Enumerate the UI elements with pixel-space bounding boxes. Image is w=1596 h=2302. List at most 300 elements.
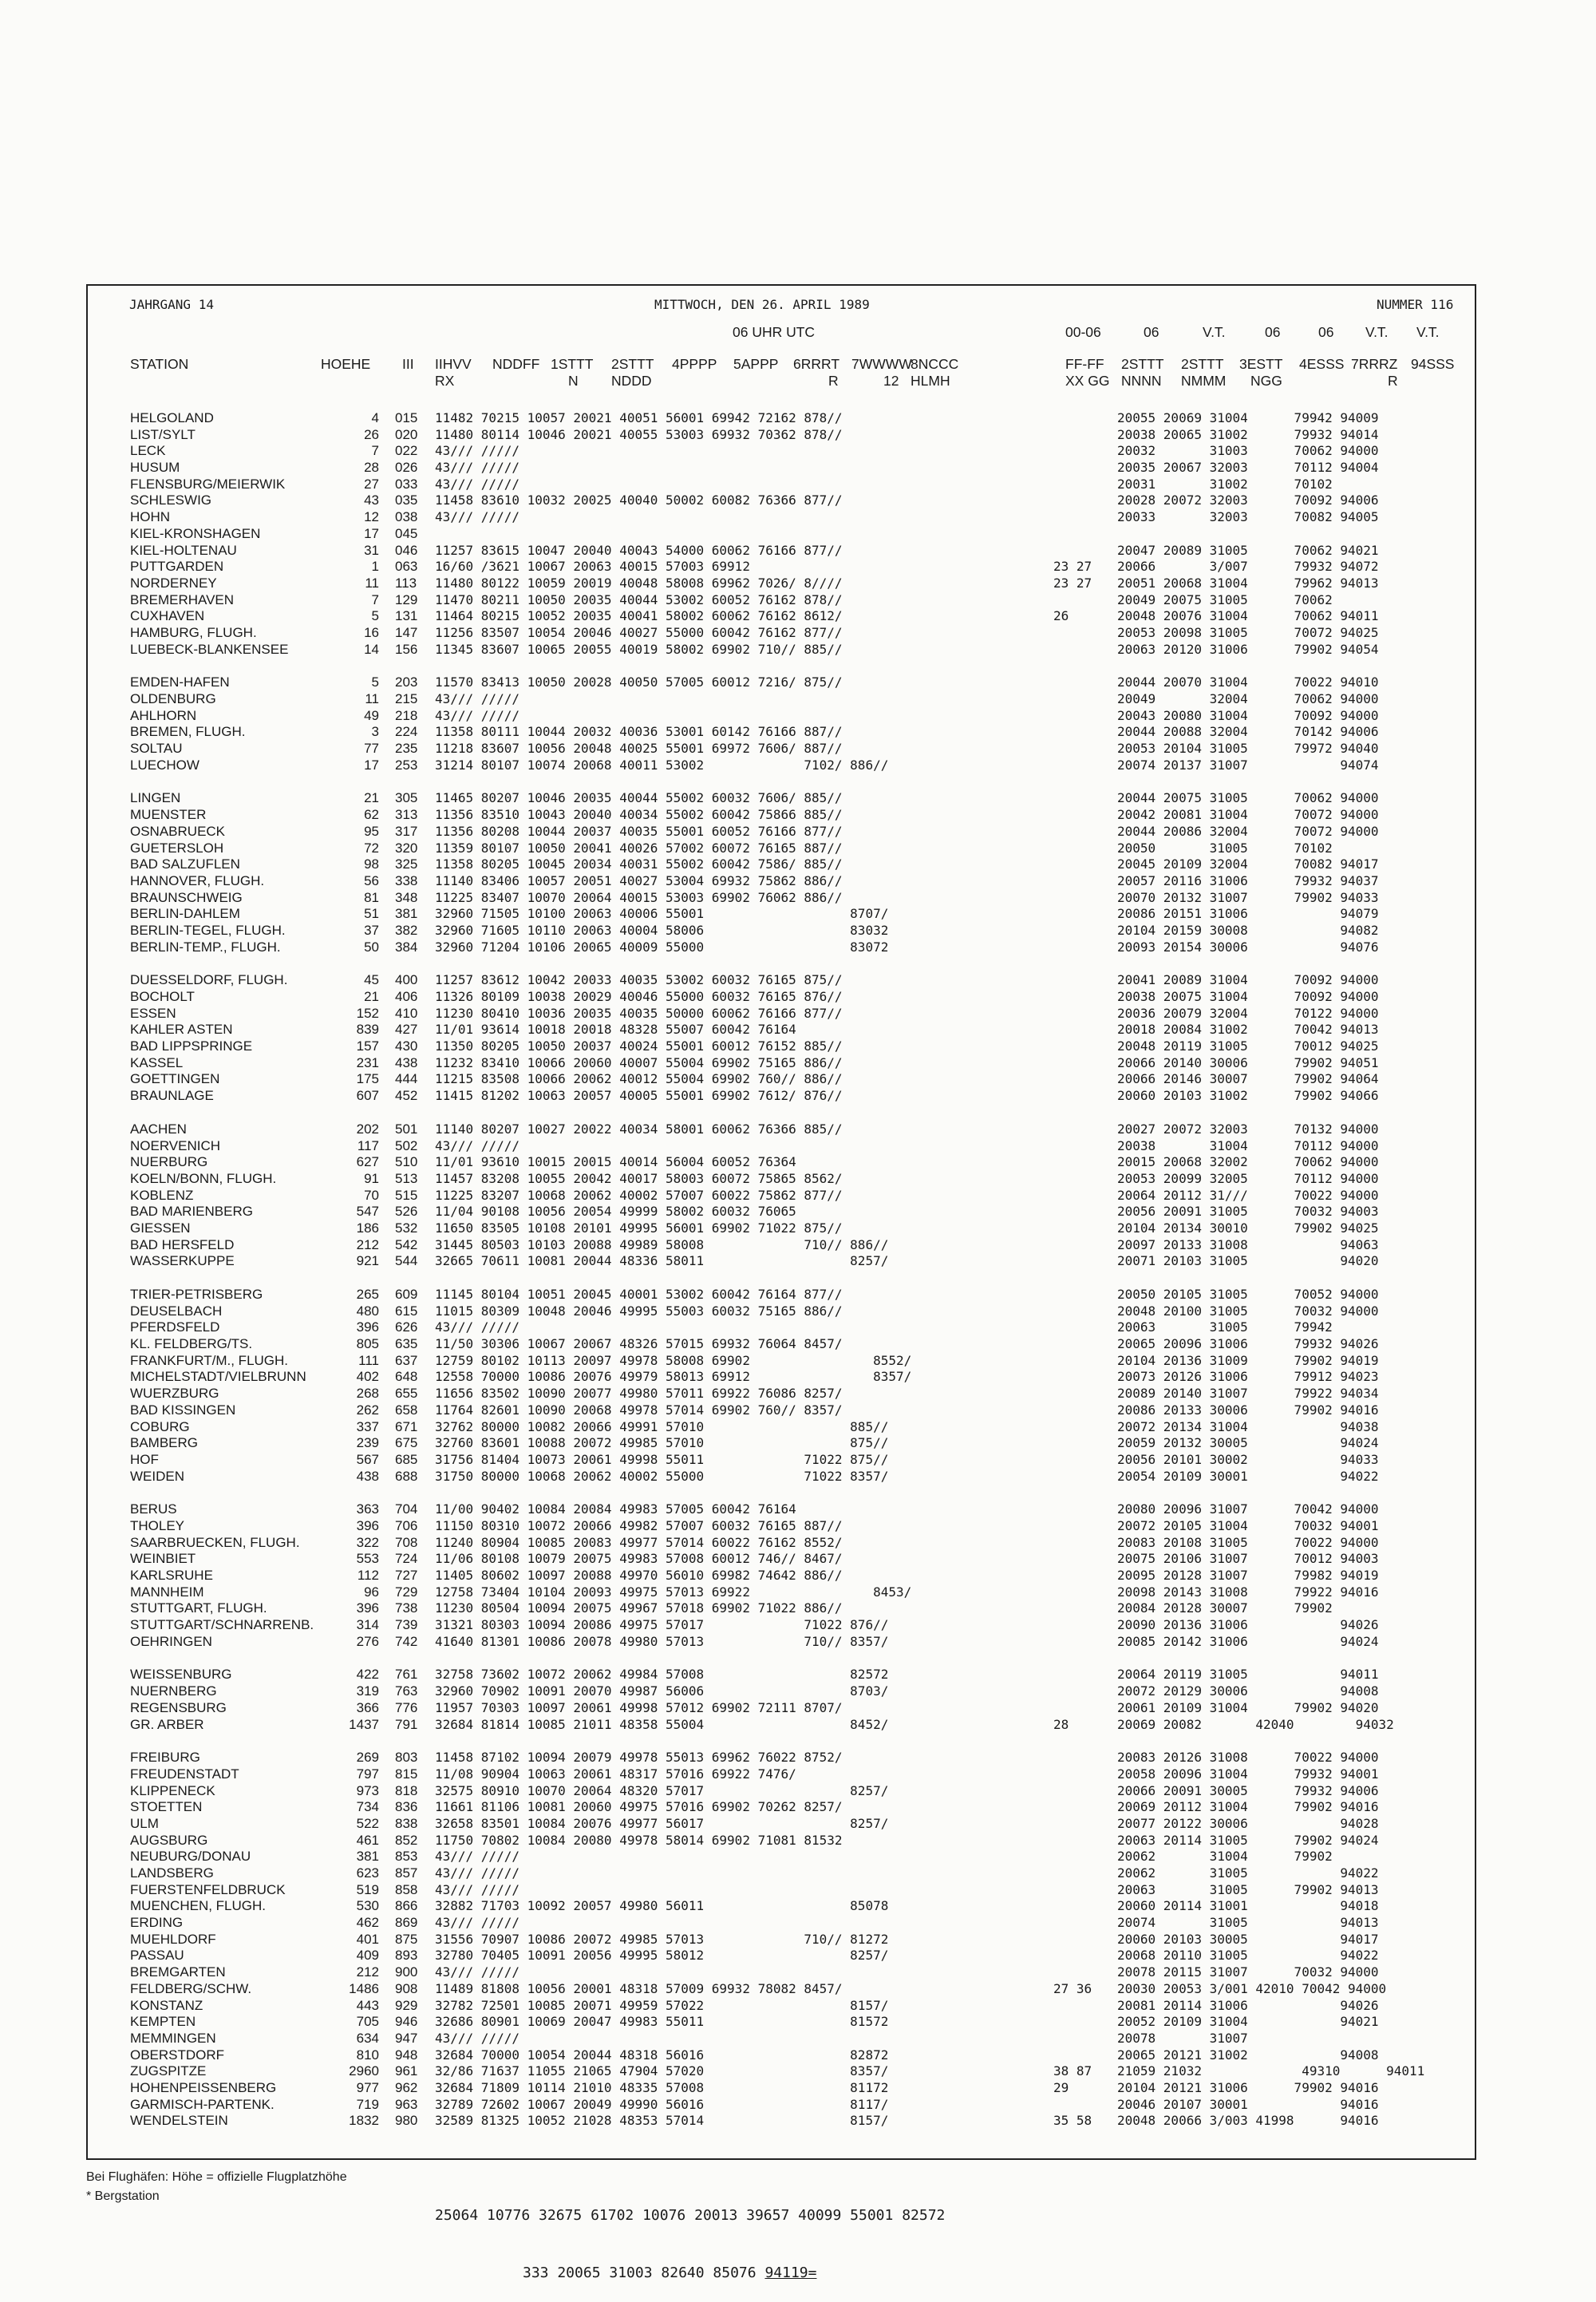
station-index: 317	[395, 823, 418, 839]
main-groups: 32686 80901 10069 20047 49983 55011 81572	[435, 2014, 889, 2030]
extra-groups: 20066 20146 30007 79902 94064	[1117, 1071, 1379, 1087]
extra-groups: 20097 20133 31008 94063	[1117, 1236, 1379, 1252]
station-height: 16	[364, 624, 379, 640]
table-row	[0, 1253, 1596, 1270]
extra-groups: 20104 20159 30008 94082	[1117, 922, 1379, 938]
station-name: BRAUNLAGE	[130, 1088, 214, 1104]
extra-groups: 20057 20116 31006 79932 94037	[1117, 872, 1379, 888]
station-index: 637	[395, 1352, 418, 1368]
main-groups: 31750 80000 10068 20062 40002 55000 71022 8357/	[435, 1468, 889, 1484]
station-height: 522	[356, 1815, 379, 1831]
station-index: 438	[395, 1054, 418, 1070]
table-row	[0, 477, 1596, 493]
table-row	[0, 2014, 1596, 2031]
station-name: HOHENPEISSENBERG	[130, 2079, 277, 2095]
extra-groups: 20075 20106 31007 70012 94003	[1117, 1551, 1379, 1567]
station-index: 452	[395, 1088, 418, 1104]
station-height: 56	[364, 872, 379, 888]
station-name: HAMBURG, FLUGH.	[130, 624, 257, 640]
wind-groups: 35 58	[1053, 2113, 1092, 2129]
extra-groups: 20035 20067 32003 70112 94004	[1117, 460, 1379, 476]
extra-groups: 20059 20132 30005 94024	[1117, 1435, 1379, 1451]
station-height: 37	[364, 922, 379, 938]
station-height: 519	[356, 1881, 379, 1897]
main-groups: 32575 80910 10070 20064 48320 57017 8257/	[435, 1782, 889, 1798]
table-row	[0, 2113, 1596, 2130]
station-name: STOETTEN	[130, 1799, 203, 1815]
table-row	[0, 427, 1596, 444]
main-groups: 11256 83507 10054 20046 40027 55000 60042 76162 877//	[435, 624, 843, 640]
main-groups: 31556 70907 10086 20072 49985 57013 710// 81272	[435, 1931, 889, 1947]
main-groups: 32780 70405 10091 20056 49995 58012 8257/	[435, 1948, 889, 1964]
station-name: KL. FELDBERG/TS.	[130, 1336, 253, 1352]
station-height: 98	[364, 856, 379, 872]
station-index: 900	[395, 1964, 418, 1980]
extra-groups: 20031 31002 70102	[1117, 476, 1333, 492]
wind-groups: 27 36	[1053, 1980, 1092, 1996]
station-name: FUERSTENFELDBRUCK	[130, 1881, 286, 1897]
table-row	[0, 1303, 1596, 1320]
station-index: 948	[395, 2047, 418, 2063]
station-name: MUEHLDORF	[130, 1931, 216, 1947]
table-row	[0, 1220, 1596, 1237]
station-height: 269	[356, 1750, 379, 1766]
extra-groups: 20065 20121 31002 94008	[1117, 2047, 1379, 2063]
station-name: KOBLENZ	[130, 1187, 194, 1203]
station-name: ULM	[130, 1815, 159, 1831]
table-row	[0, 1518, 1596, 1535]
wind-groups: 29	[1053, 2079, 1069, 2095]
station-index: 838	[395, 1815, 418, 1831]
wind-groups: 38 87	[1053, 2063, 1092, 2079]
table-row	[0, 1121, 1596, 1138]
station-index: 147	[395, 624, 418, 640]
main-groups: 11465 80207 10046 20035 40044 55002 60032 7606/ 885//	[435, 790, 843, 806]
extra-groups: 20104 20121 31006 79902 94016	[1117, 2079, 1379, 2095]
station-name: NUERBURG	[130, 1154, 208, 1170]
station-height: 409	[356, 1948, 379, 1964]
station-height: 17	[364, 757, 379, 773]
extra-groups: 20064 20112 31/// 70022 94000	[1117, 1187, 1379, 1203]
extra-groups: 20077 20122 30006 94028	[1117, 1815, 1379, 1831]
station-height: 705	[356, 2014, 379, 2030]
station-index: 615	[395, 1303, 418, 1319]
extra-groups: 20085 20142 31006 94024	[1117, 1633, 1379, 1649]
main-groups: 12758 73404 10104 20093 49975 57013 69922 8453/	[435, 1584, 912, 1600]
table-row	[0, 1750, 1596, 1766]
station-name: THOLEY	[130, 1517, 185, 1533]
station-index: 852	[395, 1832, 418, 1848]
table-row	[0, 1022, 1596, 1038]
extra-groups: 20078 20115 31007 70032 94000	[1117, 1964, 1379, 1980]
station-index: 113	[395, 575, 417, 591]
main-groups: 12558 70000 10086 20076 49979 58013 69912 8357/	[435, 1369, 912, 1385]
col-8nccc: 8NCCC HLMH	[911, 356, 959, 389]
station-name: KARLSRUHE	[130, 1568, 213, 1583]
station-height: 17	[364, 525, 379, 541]
station-height: 175	[356, 1071, 379, 1087]
station-index: 015	[395, 410, 418, 425]
station-height: 276	[356, 1633, 379, 1649]
extra-groups: 20032 31003 70062 94000	[1117, 443, 1379, 459]
station-table	[0, 410, 1596, 2130]
table-row	[0, 989, 1596, 1006]
station-name: WASSERKUPPE	[130, 1253, 235, 1269]
station-index: 761	[395, 1667, 418, 1683]
table-row	[0, 1617, 1596, 1634]
main-groups: 32665 70611 10081 20044 48336 58011 8257/	[435, 1253, 889, 1269]
main-groups: 11215 83508 10066 20062 40012 55004 69902 760// 886//	[435, 1071, 843, 1087]
station-height: 91	[364, 1170, 379, 1186]
extra-groups: 20104 20134 30010 79902 94025	[1117, 1220, 1379, 1236]
station-name: FLENSBURG/MEIERWIK	[130, 476, 286, 492]
extra-groups: 20072 20134 31004 94038	[1117, 1418, 1379, 1434]
station-name: DEUSELBACH	[130, 1303, 223, 1319]
station-name: BAD LIPPSPRINGE	[130, 1038, 253, 1054]
extra-groups: 20051 20068 31004 79962 94013	[1117, 575, 1379, 591]
station-name: KIEL-KRONSHAGEN	[130, 525, 261, 541]
table-row	[0, 1700, 1596, 1717]
main-groups: 11957 70303 10097 20061 49998 57012 69902 72111 8707/	[435, 1699, 843, 1715]
station-index: 675	[395, 1435, 418, 1451]
group-a-label: 00-06	[1065, 324, 1101, 340]
extra-groups: 20083 20108 31005 70022 94000	[1117, 1534, 1379, 1550]
main-groups: 11405 80602 10097 20088 49970 56010 69982 74642 886//	[435, 1568, 843, 1583]
station-name: SCHLESWIG	[130, 492, 212, 508]
station-index: 803	[395, 1750, 418, 1766]
station-index: 381	[395, 906, 418, 922]
station-height: 530	[356, 1898, 379, 1914]
station-height: 28	[364, 460, 379, 476]
table-row	[0, 906, 1596, 923]
table-row	[0, 1154, 1596, 1171]
station-index: 338	[395, 872, 418, 888]
station-name: GR. ARBER	[130, 1716, 204, 1732]
wind-groups: 23 27	[1053, 575, 1092, 591]
extra-groups: 20060 20103 31002 79902 94066	[1117, 1088, 1379, 1104]
extra-groups: 20043 20080 31004 70092 94000	[1117, 707, 1379, 723]
station-index: 946	[395, 2014, 418, 2030]
table-row	[0, 790, 1596, 807]
station-height: 2960	[349, 2063, 379, 2079]
table-row	[0, 741, 1596, 757]
main-groups: 32589 81325 10052 21028 48353 57014 8157/	[435, 2113, 889, 2129]
station-index: 961	[395, 2063, 418, 2079]
station-height: 45	[364, 972, 379, 988]
station-height: 363	[356, 1501, 379, 1517]
station-height: 111	[358, 1352, 379, 1368]
station-name: LECK	[130, 443, 166, 459]
table-row	[0, 1435, 1596, 1452]
station-name: HOHN	[130, 509, 171, 525]
footnote-mountain: * Bergstation	[86, 2189, 160, 2203]
table-row	[0, 625, 1596, 642]
table-row	[0, 1964, 1596, 1981]
station-height: 719	[356, 2096, 379, 2112]
main-groups: 11470 80211 10050 20035 40044 53002 60052 76162 878//	[435, 591, 843, 607]
station-index: 963	[395, 2096, 418, 2112]
station-index: 313	[395, 807, 418, 823]
col-4esss: 4ESSS	[1299, 356, 1345, 372]
extra-groups: 20098 20143 31008 79922 94016	[1117, 1584, 1379, 1600]
table-row	[0, 923, 1596, 939]
main-groups: 32882 71703 10092 20057 49980 56011 85078	[435, 1898, 889, 1914]
station-index: 658	[395, 1402, 418, 1418]
table-row	[0, 2063, 1596, 2080]
station-height: 112	[357, 1568, 379, 1583]
main-groups: 32960 71505 10100 20063 40006 55001 8707/	[435, 906, 889, 922]
extra-groups: 20066 20091 30005 79932 94006	[1117, 1782, 1379, 1798]
extra-groups: 20053 20098 31005 70072 94025	[1117, 624, 1379, 640]
main-groups: 32789 72602 10067 20049 49990 56016 8117/	[435, 2096, 889, 2112]
station-index: 648	[395, 1369, 418, 1385]
station-index: 526	[395, 1204, 418, 1220]
station-height: 62	[364, 807, 379, 823]
station-name: AACHEN	[130, 1121, 187, 1137]
station-height: 438	[356, 1468, 379, 1484]
extra-groups: 20015 20068 32002 70062 94000	[1117, 1154, 1379, 1170]
extra-groups: 20063 20114 31005 79902 94024	[1117, 1832, 1379, 1848]
main-groups: 11356 80208 10044 20037 40035 55001 60052 76166 877//	[435, 823, 843, 839]
table-row	[0, 1171, 1596, 1188]
station-index: 235	[395, 741, 418, 757]
main-groups: 11482 70215 10057 20021 40051 56001 69942 72162 878//	[435, 410, 843, 425]
station-height: 5	[371, 608, 379, 624]
main-groups: 11457 83208 10055 20042 40017 58003 60072 75865 8562/	[435, 1170, 843, 1186]
station-name: WEINBIET	[130, 1551, 196, 1567]
station-name: OBERSTDORF	[130, 2047, 225, 2063]
table-row	[0, 543, 1596, 560]
extra-groups: 20038 20075 31004 70092 94000	[1117, 989, 1379, 1004]
station-name: KEMPTEN	[130, 2014, 196, 2030]
extra-groups: 20090 20136 31006 94026	[1117, 1617, 1379, 1633]
station-index: 038	[395, 509, 418, 525]
table-row	[0, 460, 1596, 477]
extra-groups: 20060 20114 31001 94018	[1117, 1898, 1379, 1914]
table-row	[0, 443, 1596, 460]
main-groups: 43/// /////	[435, 1881, 519, 1897]
station-height: 202	[356, 1121, 379, 1137]
station-height: 627	[356, 1154, 379, 1170]
main-groups: 11240 80904 10085 20083 49977 57014 60022 76162 8552/	[435, 1534, 843, 1550]
station-name: FRANKFURT/M., FLUGH.	[130, 1352, 289, 1368]
station-name: REGENSBURG	[130, 1699, 227, 1715]
station-name: BERLIN-TEMP., FLUGH.	[130, 939, 281, 955]
extra-groups: 20086 20151 31006 94079	[1117, 906, 1379, 922]
station-index: 384	[395, 939, 418, 955]
main-groups: 11458 83610 10032 20025 40040 50002 60082 76366 877//	[435, 492, 843, 508]
station-height: 1437	[349, 1716, 379, 1732]
station-height: 239	[356, 1435, 379, 1451]
col-1sttt: 1STTT N	[551, 356, 594, 389]
main-groups: 11480 80122 10059 20019 40048 58008 69962 7026/ 8////	[435, 575, 843, 591]
station-name: GARMISCH-PARTENK.	[130, 2096, 275, 2112]
station-height: 319	[356, 1683, 379, 1699]
main-groups: 11140 83406 10057 20051 40027 53004 69932 75862 886//	[435, 872, 843, 888]
extra-groups: 20046 20107 30001 94016	[1117, 2096, 1379, 2112]
table-row	[0, 856, 1596, 873]
main-groups: 43/// /////	[435, 2030, 519, 2046]
station-index: 131	[395, 608, 418, 624]
main-groups: 11/06 80108 10079 20075 49983 57008 60012 746// 8467/	[435, 1551, 843, 1567]
extra-groups: 20080 20096 31007 70042 94000	[1117, 1501, 1379, 1517]
main-groups: 11/01 93614 10018 20018 48328 55007 60042 76164	[435, 1022, 796, 1038]
station-index: 704	[395, 1501, 418, 1517]
station-index: 427	[395, 1022, 418, 1038]
station-height: 973	[356, 1782, 379, 1798]
extra-groups: 20044 20088 32004 70142 94006	[1117, 724, 1379, 740]
main-groups: 41640 81301 10086 20078 49980 57013 710// 8357/	[435, 1633, 889, 1649]
table-row	[0, 1898, 1596, 1915]
table-row	[0, 1667, 1596, 1683]
station-index: 869	[395, 1915, 418, 1931]
station-name: WENDELSTEIN	[130, 2113, 228, 2129]
station-index: 947	[395, 2030, 418, 2046]
station-name: LUEBECK-BLANKENSEE	[130, 641, 289, 657]
station-height: 797	[356, 1766, 379, 1782]
main-groups: 43/// /////	[435, 443, 519, 459]
col-iii: III	[402, 356, 414, 372]
footer-code-line-2: 333 20065 31003 82640 85076 94119=	[523, 2264, 817, 2281]
station-name: FELDBERG/SCHW.	[130, 1980, 252, 1996]
station-height: 186	[356, 1220, 379, 1236]
wind-groups: 23 27	[1053, 559, 1092, 575]
table-row	[0, 1138, 1596, 1155]
station-index: 739	[395, 1617, 418, 1633]
station-index: 215	[395, 691, 418, 706]
table-row	[0, 691, 1596, 708]
station-index: 382	[395, 922, 418, 938]
station-index: 129	[395, 591, 418, 607]
extra-groups: 20058 20096 31004 79932 94001	[1117, 1766, 1379, 1782]
station-height: 77	[364, 741, 379, 757]
table-row	[0, 1766, 1596, 1783]
main-groups: 43/// /////	[435, 1865, 519, 1881]
main-groups: 12759 80102 10113 20097 49978 58008 69902 8552/	[435, 1352, 912, 1368]
station-index: 325	[395, 856, 418, 872]
main-groups: 31214 80107 10074 20068 40011 53002 7102/ 886//	[435, 757, 889, 773]
station-name: LIST/SYLT	[130, 426, 196, 442]
station-index: 818	[395, 1782, 418, 1798]
station-height: 547	[356, 1204, 379, 1220]
main-groups: 31756 81404 10073 20061 49998 55011 71022 875//	[435, 1451, 889, 1467]
station-index: 510	[395, 1154, 418, 1170]
main-groups: 11/08 90904 10063 20061 48317 57016 69922 7476/	[435, 1766, 796, 1782]
extra-groups: 20050 31005 70102	[1117, 840, 1333, 856]
station-index: 046	[395, 542, 418, 558]
main-groups: 11750 70802 10084 20080 49978 58014 69902 71081 81532	[435, 1832, 843, 1848]
group-f-label: V.T.	[1365, 324, 1389, 340]
station-index: 671	[395, 1418, 418, 1434]
station-height: 3	[371, 724, 379, 740]
table-row	[0, 841, 1596, 857]
main-groups: 11350 80205 10050 20037 40024 55001 60012 76152 885//	[435, 1038, 843, 1054]
extra-groups: 20036 20079 32004 70122 94000	[1117, 1005, 1379, 1021]
station-height: 805	[356, 1336, 379, 1352]
station-name: KLIPPENECK	[130, 1782, 215, 1798]
station-index: 542	[395, 1236, 418, 1252]
station-height: 11	[365, 691, 379, 706]
station-height: 461	[356, 1832, 379, 1848]
station-height: 634	[356, 2030, 379, 2046]
station-index: 513	[395, 1170, 418, 1186]
station-name: BERLIN-TEGEL, FLUGH.	[130, 922, 286, 938]
station-name: ZUGSPITZE	[130, 2063, 207, 2079]
station-height: 212	[356, 1236, 379, 1252]
station-name: NEUBURG/DONAU	[130, 1849, 251, 1865]
group-g-label: V.T.	[1416, 324, 1440, 340]
table-row	[0, 2097, 1596, 2114]
station-name: AUGSBURG	[130, 1832, 208, 1848]
utc-label: 06 UHR UTC	[733, 324, 816, 340]
station-index: 776	[395, 1699, 418, 1715]
extra-groups: 20047 20089 31005 70062 94021	[1117, 542, 1379, 558]
extra-groups: 20069 20082 42040 94032	[1117, 1716, 1394, 1732]
col-94sss: 94SSS	[1411, 356, 1455, 372]
table-row	[0, 824, 1596, 841]
station-name: BERLIN-DAHLEM	[130, 906, 240, 922]
station-index: 727	[395, 1568, 418, 1583]
extra-groups: 20065 20096 31006 79932 94026	[1117, 1336, 1379, 1352]
station-name: BAMBERG	[130, 1435, 199, 1451]
station-height: 480	[356, 1303, 379, 1319]
extra-groups: 20071 20103 31005 94020	[1117, 1253, 1379, 1269]
station-index: 858	[395, 1881, 418, 1897]
volume-label: JAHRGANG 14	[129, 297, 214, 312]
extra-groups: 20078 31007	[1117, 2030, 1248, 2046]
station-name: OLDENBURG	[130, 691, 216, 706]
extra-groups: 20041 20089 31004 70092 94000	[1117, 972, 1379, 988]
station-index: 724	[395, 1551, 418, 1567]
table-row	[0, 1600, 1596, 1617]
station-name: MEMMINGEN	[130, 2030, 216, 2046]
extra-groups: 20053 20099 32005 70112 94000	[1117, 1170, 1379, 1186]
station-name: BREMERHAVEN	[130, 591, 235, 607]
extra-groups: 20053 20104 31005 79972 94040	[1117, 741, 1379, 757]
footer-code-end: 94119=	[764, 2264, 817, 2281]
extra-groups: 20045 20109 32004 70082 94017	[1117, 856, 1379, 872]
table-row	[0, 1319, 1596, 1336]
station-height: 51	[364, 906, 379, 922]
extra-groups: 20030 20053 3/001 42010 70042 94000	[1117, 1980, 1387, 1996]
station-name: HUSUM	[130, 460, 180, 476]
station-index: 962	[395, 2079, 418, 2095]
main-groups: 11489 81808 10056 20001 48318 57009 69932 78082 8457/	[435, 1980, 843, 1996]
station-height: 337	[356, 1418, 379, 1434]
main-groups: 11359 80107 10050 20041 40026 57002 60072 76165 887//	[435, 840, 843, 856]
station-index: 410	[395, 1005, 418, 1021]
station-index: 853	[395, 1849, 418, 1865]
table-row	[0, 890, 1596, 907]
station-height: 96	[364, 1584, 379, 1600]
table-row	[0, 708, 1596, 725]
extra-groups: 20049 32004 70062 94000	[1117, 691, 1379, 706]
station-name: MICHELSTADT/VIELBRUNN	[130, 1369, 306, 1385]
extra-groups: 20038 31004 70112 94000	[1117, 1137, 1379, 1153]
main-groups: 11345 83607 10065 20055 40019 58002 69902 710// 885//	[435, 641, 843, 657]
station-height: 12	[364, 509, 379, 525]
station-index: 544	[395, 1253, 418, 1269]
main-groups: 43/// /////	[435, 460, 519, 476]
table-row	[0, 526, 1596, 543]
station-height: 27	[364, 476, 379, 492]
station-name: STUTTGART/SCHNARRENB.	[130, 1617, 314, 1633]
station-height: 7	[371, 591, 379, 607]
station-index: 729	[395, 1584, 418, 1600]
station-index: 035	[395, 492, 418, 508]
station-height: 921	[356, 1253, 379, 1269]
col-2sttt-m: 2STTT NMMM	[1181, 356, 1227, 389]
